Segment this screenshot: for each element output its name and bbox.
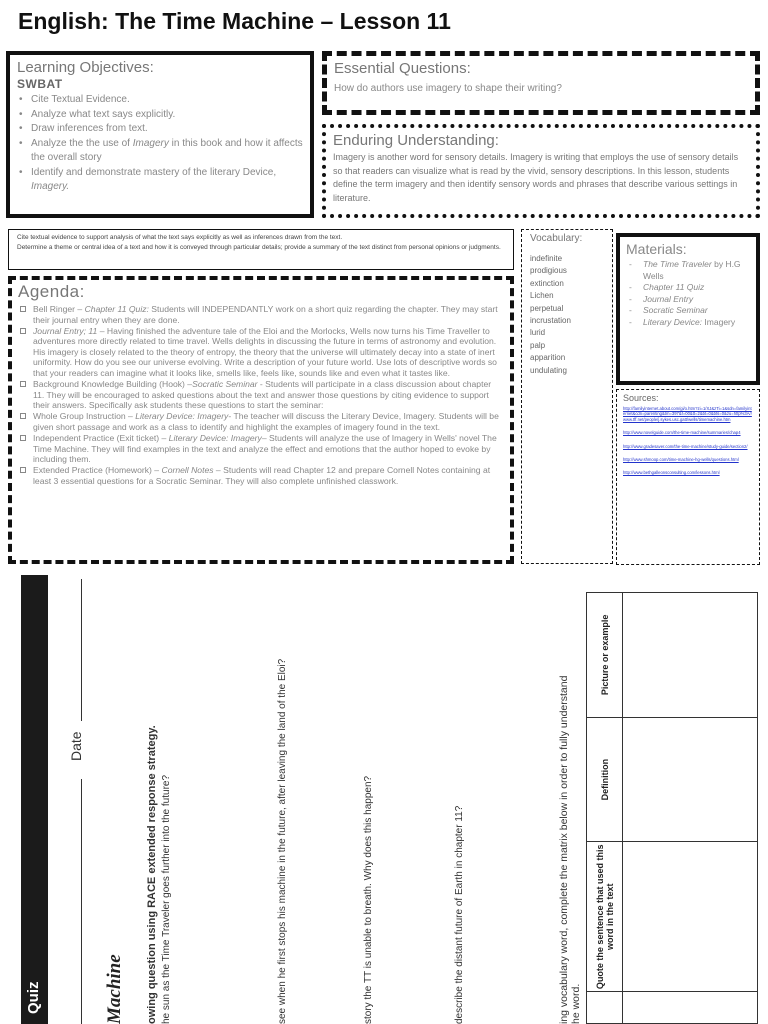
matrix-cell[interactable] [623, 842, 758, 992]
date-label: Date [68, 731, 84, 761]
vocabulary-heading: Vocabulary: [530, 233, 583, 244]
quiz-header-bar [21, 575, 48, 1024]
checkbox-icon [20, 413, 26, 419]
vocabulary-word: indefinite [530, 254, 563, 263]
enduring-understanding-box [322, 124, 760, 218]
checkbox-icon [20, 381, 26, 387]
checkbox-icon [20, 435, 26, 441]
standard-line: Determine a theme or central idea of a text and how it is conveyed through particular details; provide a summary of the text distinct from personal opinions or judgments. [17, 243, 501, 251]
agenda-heading: Agenda: [18, 282, 85, 301]
agenda-item: Independent Practice (Exit ticket) – Literary Device: Imagery– Students will analyze the use of Imagery in Wells' novel The Time Machine. They will find examples in the text and analyze the effect and emotions that the author hoped to evoke by including them. [18, 433, 504, 465]
objective-item: • Analyze the the use of Imagery in this book and how it affects the overall story [17, 137, 303, 166]
material-item: - Literary Device: Imagery [626, 317, 750, 329]
standards-box [8, 229, 514, 270]
vocabulary-word: lurid [530, 328, 546, 338]
essential-questions-heading: Essential Questions: [334, 60, 471, 77]
matrix-header-picture: Picture or example [587, 593, 623, 718]
quiz-instruction: owing question using RACE extended response strategy. [146, 725, 158, 1024]
sources-heading: Sources: [623, 393, 659, 403]
quiz-question: see when he first stops his machine in the future, after leaving the land of the Eloi? [277, 658, 288, 1024]
checkbox-icon [20, 306, 26, 312]
quiz-worksheet [0, 575, 768, 1024]
materials-list [626, 259, 750, 328]
agenda-item: Journal Entry; 11 – Having finished the adventure tale of the Eloi and the Morlocks, Wells now turns his Time Traveller to adventures more directly related to time travel. Wells delights in discussing the future in terms of astronomy and evolution. His imagery is closely related to the theory of entropy, the theory that the universe will ultimately decay into a state of inert uniformity. How do you see our universe evolving. Write a description of your future world. Use lots of descriptive words so that your readers can imagine what it looks like, smells like, feels like, sounds like and even what it tastes like. [18, 326, 504, 379]
learning-objectives-heading: Learning Objectives: [17, 59, 154, 76]
vocabulary-word: perpetual [530, 303, 564, 313]
quiz-question: ing vocabulary word, complete the matrix below in order to fully understand [558, 675, 570, 1024]
material-item: - Chapter 11 Quiz [626, 282, 750, 294]
objective-item: • Cite Textual Evidence. [17, 93, 303, 108]
vocabulary-word: Lichen [530, 291, 554, 301]
vocabulary-word: apparition [530, 353, 566, 363]
matrix-header-cell [587, 992, 623, 1024]
sources-list [623, 406, 753, 476]
matrix-header-definition: Definition [587, 717, 623, 842]
agenda-item: Whole Group Instruction – Literary Device: Imagery- The teacher will discuss the Literary Device, Imagery. Students will be given short passage and work as a class to identify and highlight the examples of imagery found in the text. [18, 411, 504, 432]
quiz-worksheet-rotated [0, 575, 768, 1024]
objectives-list [17, 93, 303, 195]
vocabulary-word: extinction [530, 278, 564, 288]
matrix-header-quote: Quote the sentence that used this word in the text [587, 842, 623, 992]
vocabulary-word: prodigious [530, 266, 567, 276]
vocabulary-word: incrustation [530, 316, 571, 326]
checkbox-icon [20, 328, 26, 334]
source-link[interactable]: http://www.gradesaver.com/the-time-machine/study-guide/section2/ [623, 443, 748, 449]
page-title: English: The Time Machine – Lesson 11 [18, 8, 451, 34]
quiz-question: describe the distant future of Earth in chapter 11? [454, 805, 465, 1024]
matrix-cell[interactable] [623, 717, 758, 842]
agenda-item: Background Knowledge Building (Hook) –Socratic Seminar - Students will participate in a class discussion about chapter 11. They will be encouraged to asked questions about the text and answer those questions by citing evidence to support their answers. Specifically ask students these questions to start the seminar: [18, 379, 504, 411]
agenda-item: Extended Practice (Homework) – Cornell Notes – Students will read Chapter 12 and prepare Cornell Notes containing at least 3 essential questions for a Socratic Seminar. They will also complete unfinished classwork. [18, 465, 504, 486]
checkbox-icon [20, 467, 26, 473]
quiz-question: he sun as the Time Traveler goes further into the future? [161, 774, 172, 1024]
objective-item: • Identify and demonstrate mastery of the literary Device, Imagery. [17, 166, 303, 195]
quiz-question: story the TT is unable to breath. Why does this happen? [363, 775, 374, 1024]
agenda-list [18, 304, 504, 487]
swbat-label: SWBAT [17, 77, 63, 91]
source-link[interactable]: http://www.novelguide.com/the-time-machine/summaries/chap4 [623, 430, 741, 436]
source-link[interactable]: http://www.shmoop.com/time-machine-hg-wells/questions.html [623, 457, 739, 463]
matrix-cell[interactable] [623, 593, 758, 718]
name-line [81, 779, 82, 1024]
vocabulary-list [530, 253, 604, 377]
enduring-understanding-text: Imagery is another word for sensory details. Imagery is writing that employs the use of sensory details so that readers can visualize what is read by the vivid, sensory descriptions. In this lesson, students define the term imagery and then identify sensory words and phrases that describe various settings in literature. [333, 152, 739, 203]
source-link[interactable]: http://familyinternet.about.com/gi/o.htm?zi=1/XJ&zTi=1&sdn=familyinternet&cdn=parenting&tm=397&f=00&tt=2&bt=0&bts=0&zu=http%3A//www.tff.net/people/j.sykes.usc.gatt/wells/timemachine.htm [623, 406, 752, 422]
materials-box [616, 233, 760, 385]
materials-heading: Materials: [626, 241, 687, 257]
vocabulary-matrix [586, 592, 758, 1024]
quiz-header-text: Quiz [25, 981, 42, 1014]
source-link[interactable]: http://www.bethgalleonsconsulting.com/lessons.html [623, 470, 720, 476]
vocabulary-word: palp [530, 340, 546, 350]
date-line [81, 579, 82, 721]
vocabulary-word: undulating [530, 365, 567, 375]
book-title: Machine [104, 954, 125, 1024]
matrix-cell[interactable] [623, 992, 758, 1024]
agenda-box [8, 276, 514, 564]
objective-item: • Analyze what text says explicitly. [17, 108, 303, 123]
objective-item: • Draw inferences from text. [17, 122, 303, 137]
material-item: - Journal Entry [626, 294, 750, 306]
sources-box [616, 389, 760, 565]
material-item: - The Time Traveler by H.G Wells [626, 259, 750, 282]
standard-line: Cite textual evidence to support analysis of what the text says explicitly as well as inferences drawn from the text. [17, 234, 343, 241]
essential-questions-box [322, 51, 760, 115]
essential-question-text: How do authors use imagery to shape their writing? [334, 83, 562, 94]
agenda-item: Bell Ringer – Chapter 11 Quiz: Students will INDEPENDANTLY work on a short quiz regarding the chapter. They may start their journal entry when they are done. [18, 304, 504, 325]
learning-objectives-box [6, 51, 314, 218]
material-item: - Socratic Seminar [626, 305, 750, 317]
quiz-question: he word. [570, 983, 582, 1024]
enduring-understanding-heading: Enduring Understanding: [333, 132, 499, 149]
vocabulary-box [521, 229, 613, 564]
